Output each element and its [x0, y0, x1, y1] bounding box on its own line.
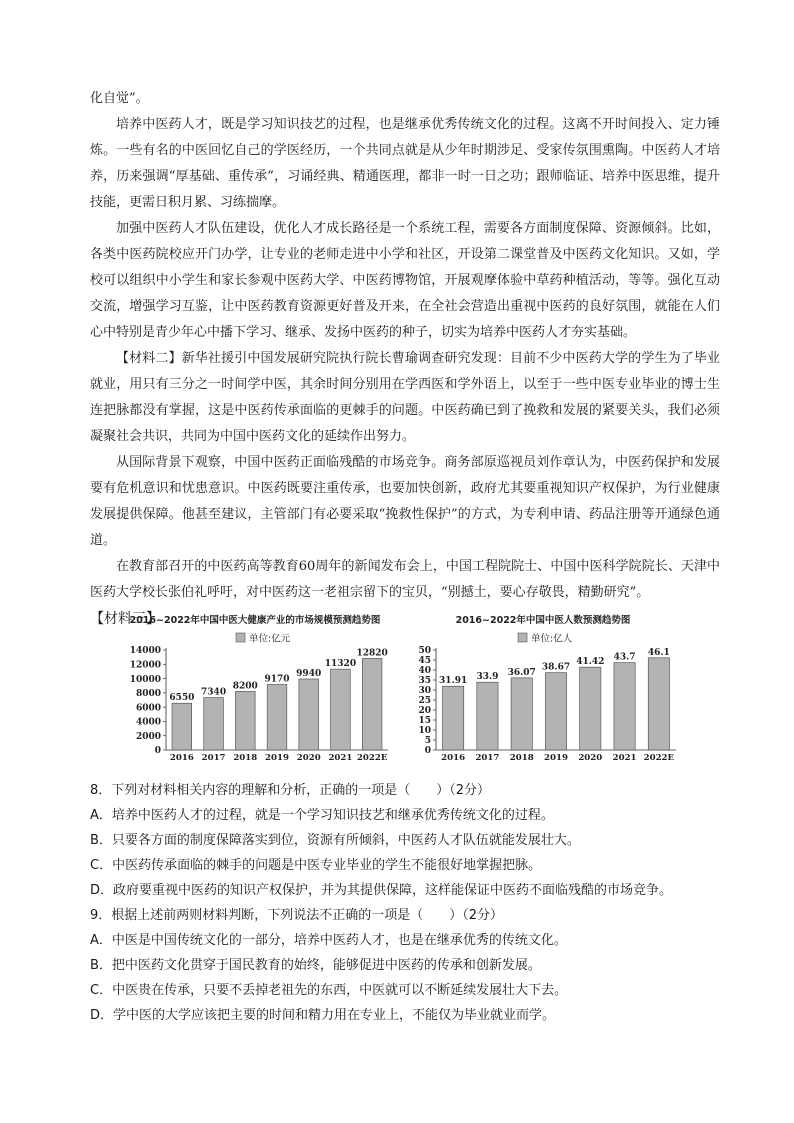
y-tick-label: 14000: [129, 646, 161, 657]
y-tick-label: 0: [424, 746, 431, 757]
x-tick-label: 2021: [328, 753, 353, 762]
legend-swatch: [518, 633, 527, 642]
x-tick-label: 2022E: [643, 753, 675, 762]
questions-section: [90, 778, 720, 1028]
y-tick-label: 12000: [129, 660, 161, 671]
question-9-option-b[interactable]: B．把中医药文化贯穿于国民教育的始终，能够促进中医药的传承和创新发展。: [90, 958, 541, 973]
question-9-option-a[interactable]: A．中医是中国传统文化的一部分，培养中医药人才，也是在继承优秀的传统文化。: [90, 933, 567, 948]
y-tick-label: 6000: [135, 703, 161, 714]
y-tick-label: 45: [418, 656, 431, 667]
question-8-stem: 8．下列对材料相关内容的理解和分析，正确的一项是（ ）（2分）: [90, 783, 491, 798]
bar: [477, 682, 498, 750]
y-tick-label: 5: [424, 736, 431, 747]
legend-label: 单位:亿元: [249, 633, 291, 645]
bar-value-label: 31.91: [439, 676, 468, 687]
y-tick-label: 10: [418, 726, 431, 737]
bar: [614, 663, 635, 750]
paragraph-team-building: 加强中医药人才队伍建设，优化人才成长路径是一个系统工程，需要各方面制度保障、资源倾斜。比如，各类中医药院校应开门办学，让专业的老师走进中小学和社区，开设第二课堂普及中医药文化知识。又如，学校可以组织中小学生和家长参观中医药大学、中医药博物馆，开展观摩体验中草药种植活动，等等。强化互动交流，增强学习互鉴，让中医药教育资源更好普及开来，在全社会营造出重视中医药的良好氛围，就能在人们心中特别是青少年心中播下学习、继承、发扬中医药的种子，切实为培养中医药人才夯实基础。: [90, 221, 720, 340]
question-8-option-c[interactable]: C．中医药传承面临的棘手的问题是中医专业毕业的学生不能很好地掌握把脉。: [90, 858, 542, 873]
y-tick-label: 4000: [135, 717, 161, 728]
bar: [267, 685, 287, 751]
paragraph-international: 从国际背景下观察，中国中医药正面临残酷的市场竞争。商务部原巡视员刘作章认为，中医药保护和发展要有危机意识和忧患意识。中医药既要注重传承，也要加快创新，政府尤其要重视知识产权保护，为行业健康发展提供保障。他甚至建议，主管部门有必要采取“挽救性保护”的方式，为专利申请、药品注册等开通绿色通道。: [90, 455, 720, 548]
bar-value-label: 33.9: [476, 672, 499, 683]
bar: [172, 703, 192, 750]
y-tick-label: 20: [418, 706, 431, 717]
y-tick-label: 40: [418, 666, 431, 677]
paragraph-material-two: 【材料二】新华社援引中国发展研究院执行院长曹瑜调查研究发现：目前不少中医药大学的学生为了毕业就业，用只有三分之一时间学中医，其余时间分别用在学西医和学外语上，以至于一些中医专业毕业的博士生连把脉都没有掌握，这是中医药传承面临的更棘手的问题。中医药确已到了挽救和发展的紧要关头，我们必须凝聚社会共识，共同为中国中医药文化的延续作出努力。: [90, 351, 720, 444]
bar-value-label: 7340: [201, 687, 227, 698]
x-tick-label: 2020: [296, 753, 321, 762]
question-8-option-d[interactable]: D．政府要重视中医药的知识产权保护，并为其提供保障，这样能保证中医药不面临残酷的市场竞争。: [90, 883, 673, 898]
bar-value-label: 38.67: [541, 662, 571, 673]
legend-label: 单位:亿人: [531, 633, 573, 645]
question-9-option-c[interactable]: C．中医贵在传承，只要不丢掉老祖先的东西，中医就可以不断延续发展壮大下去。: [90, 983, 568, 998]
bar: [204, 698, 224, 750]
market-size-chart-svg: [118, 612, 393, 762]
bar-value-label: 6550: [169, 693, 195, 704]
bar-value-label: 9170: [264, 674, 290, 685]
x-tick-label: 2019: [544, 753, 568, 762]
bar: [511, 678, 532, 750]
x-tick-label: 2019: [265, 753, 289, 762]
bar: [331, 669, 351, 750]
charts-area: [118, 612, 678, 762]
bar: [648, 658, 669, 750]
practitioner-count-chart: [406, 612, 681, 762]
chart-title: 2016~2022年中国中医大健康产业的市场规模预测趋势图: [129, 615, 381, 626]
document-body: [90, 86, 720, 632]
x-tick-label: 2017: [475, 753, 500, 762]
legend-swatch: [236, 633, 245, 642]
y-tick-label: 10000: [129, 674, 161, 685]
y-tick-label: 0: [154, 746, 161, 757]
bar: [443, 686, 464, 750]
bar-value-label: 12820: [356, 648, 388, 659]
practitioner-count-chart-svg: [406, 612, 681, 762]
y-tick-label: 8000: [135, 689, 161, 700]
x-tick-label: 2016: [441, 753, 466, 762]
y-tick-label: 15: [418, 716, 431, 727]
bar: [299, 679, 319, 750]
question-8-option-b[interactable]: B．只要各方面的制度保障落实到位，资源有所倾斜，中医药人才队伍就能发展壮大。: [90, 833, 580, 848]
x-tick-label: 2022E: [356, 753, 388, 762]
bar: [545, 673, 566, 750]
bar-value-label: 11320: [324, 659, 357, 670]
market-size-chart: [118, 612, 393, 762]
x-tick-label: 2021: [612, 753, 637, 762]
question-9-option-d[interactable]: D．学中医的大学应该把主要的时间和精力用在专业上，不能仅为毕业就业而学。: [90, 1008, 556, 1023]
x-tick-label: 2020: [578, 753, 603, 762]
paragraph-press-conference: 在教育部召开的中医药高等教育60周年的新闻发布会上，中国工程院院士、中国中医科学院院长、天津中医药大学校长张伯礼呼吁，对中医药这一老祖宗留下的宝贝，“别撼土，要心存敬畏，精勤研究”。: [90, 559, 720, 600]
paragraph-continuation: 化自觉”。: [90, 91, 149, 106]
bar-value-label: 8200: [232, 681, 258, 692]
bar-value-label: 36.07: [507, 667, 536, 678]
bar: [235, 691, 255, 750]
bar: [580, 667, 601, 750]
chart-title: 2016~2022年中国中医人数预测趋势图: [455, 615, 631, 626]
bar-value-label: 9940: [296, 669, 322, 679]
x-tick-label: 2018: [509, 753, 534, 762]
y-tick-label: 35: [418, 676, 431, 687]
y-tick-label: 30: [418, 686, 431, 697]
bar: [362, 658, 382, 750]
x-tick-label: 2017: [201, 753, 226, 762]
y-tick-label: 25: [418, 696, 431, 707]
x-tick-label: 2018: [233, 753, 258, 762]
y-tick-label: 2000: [135, 731, 161, 742]
material-three-label: 【材料三】: [90, 611, 160, 627]
bar-value-label: 41.42: [576, 657, 605, 668]
question-8-option-a[interactable]: A．培养中医药人才的过程，就是一个学习知识技艺和继承优秀传统文化的过程。: [90, 808, 554, 823]
bar-value-label: 46.1: [647, 647, 670, 658]
bar-value-label: 43.7: [613, 652, 636, 663]
y-tick-label: 50: [418, 646, 431, 657]
paragraph-talent-training: 培养中医药人才，既是学习知识技艺的过程，也是继承优秀传统文化的过程。这离不开时间投入、定力锤炼。一些有名的中医回忆自己的学医经历，一个共同点就是从少年时期涉足、受家传氛围熏陶。中医药人才培养，历来强调“厚基础、重传承”，习诵经典、精通医理，都非一时一日之功；跟师临证、培养中医思维，提升技能，更需日积月累、习练揣摩。: [90, 117, 720, 210]
question-9-stem: 9．根据上述前两则材料判断，下列说法不正确的一项是（ ）（2分）: [90, 908, 504, 923]
x-tick-label: 2016: [169, 753, 194, 762]
